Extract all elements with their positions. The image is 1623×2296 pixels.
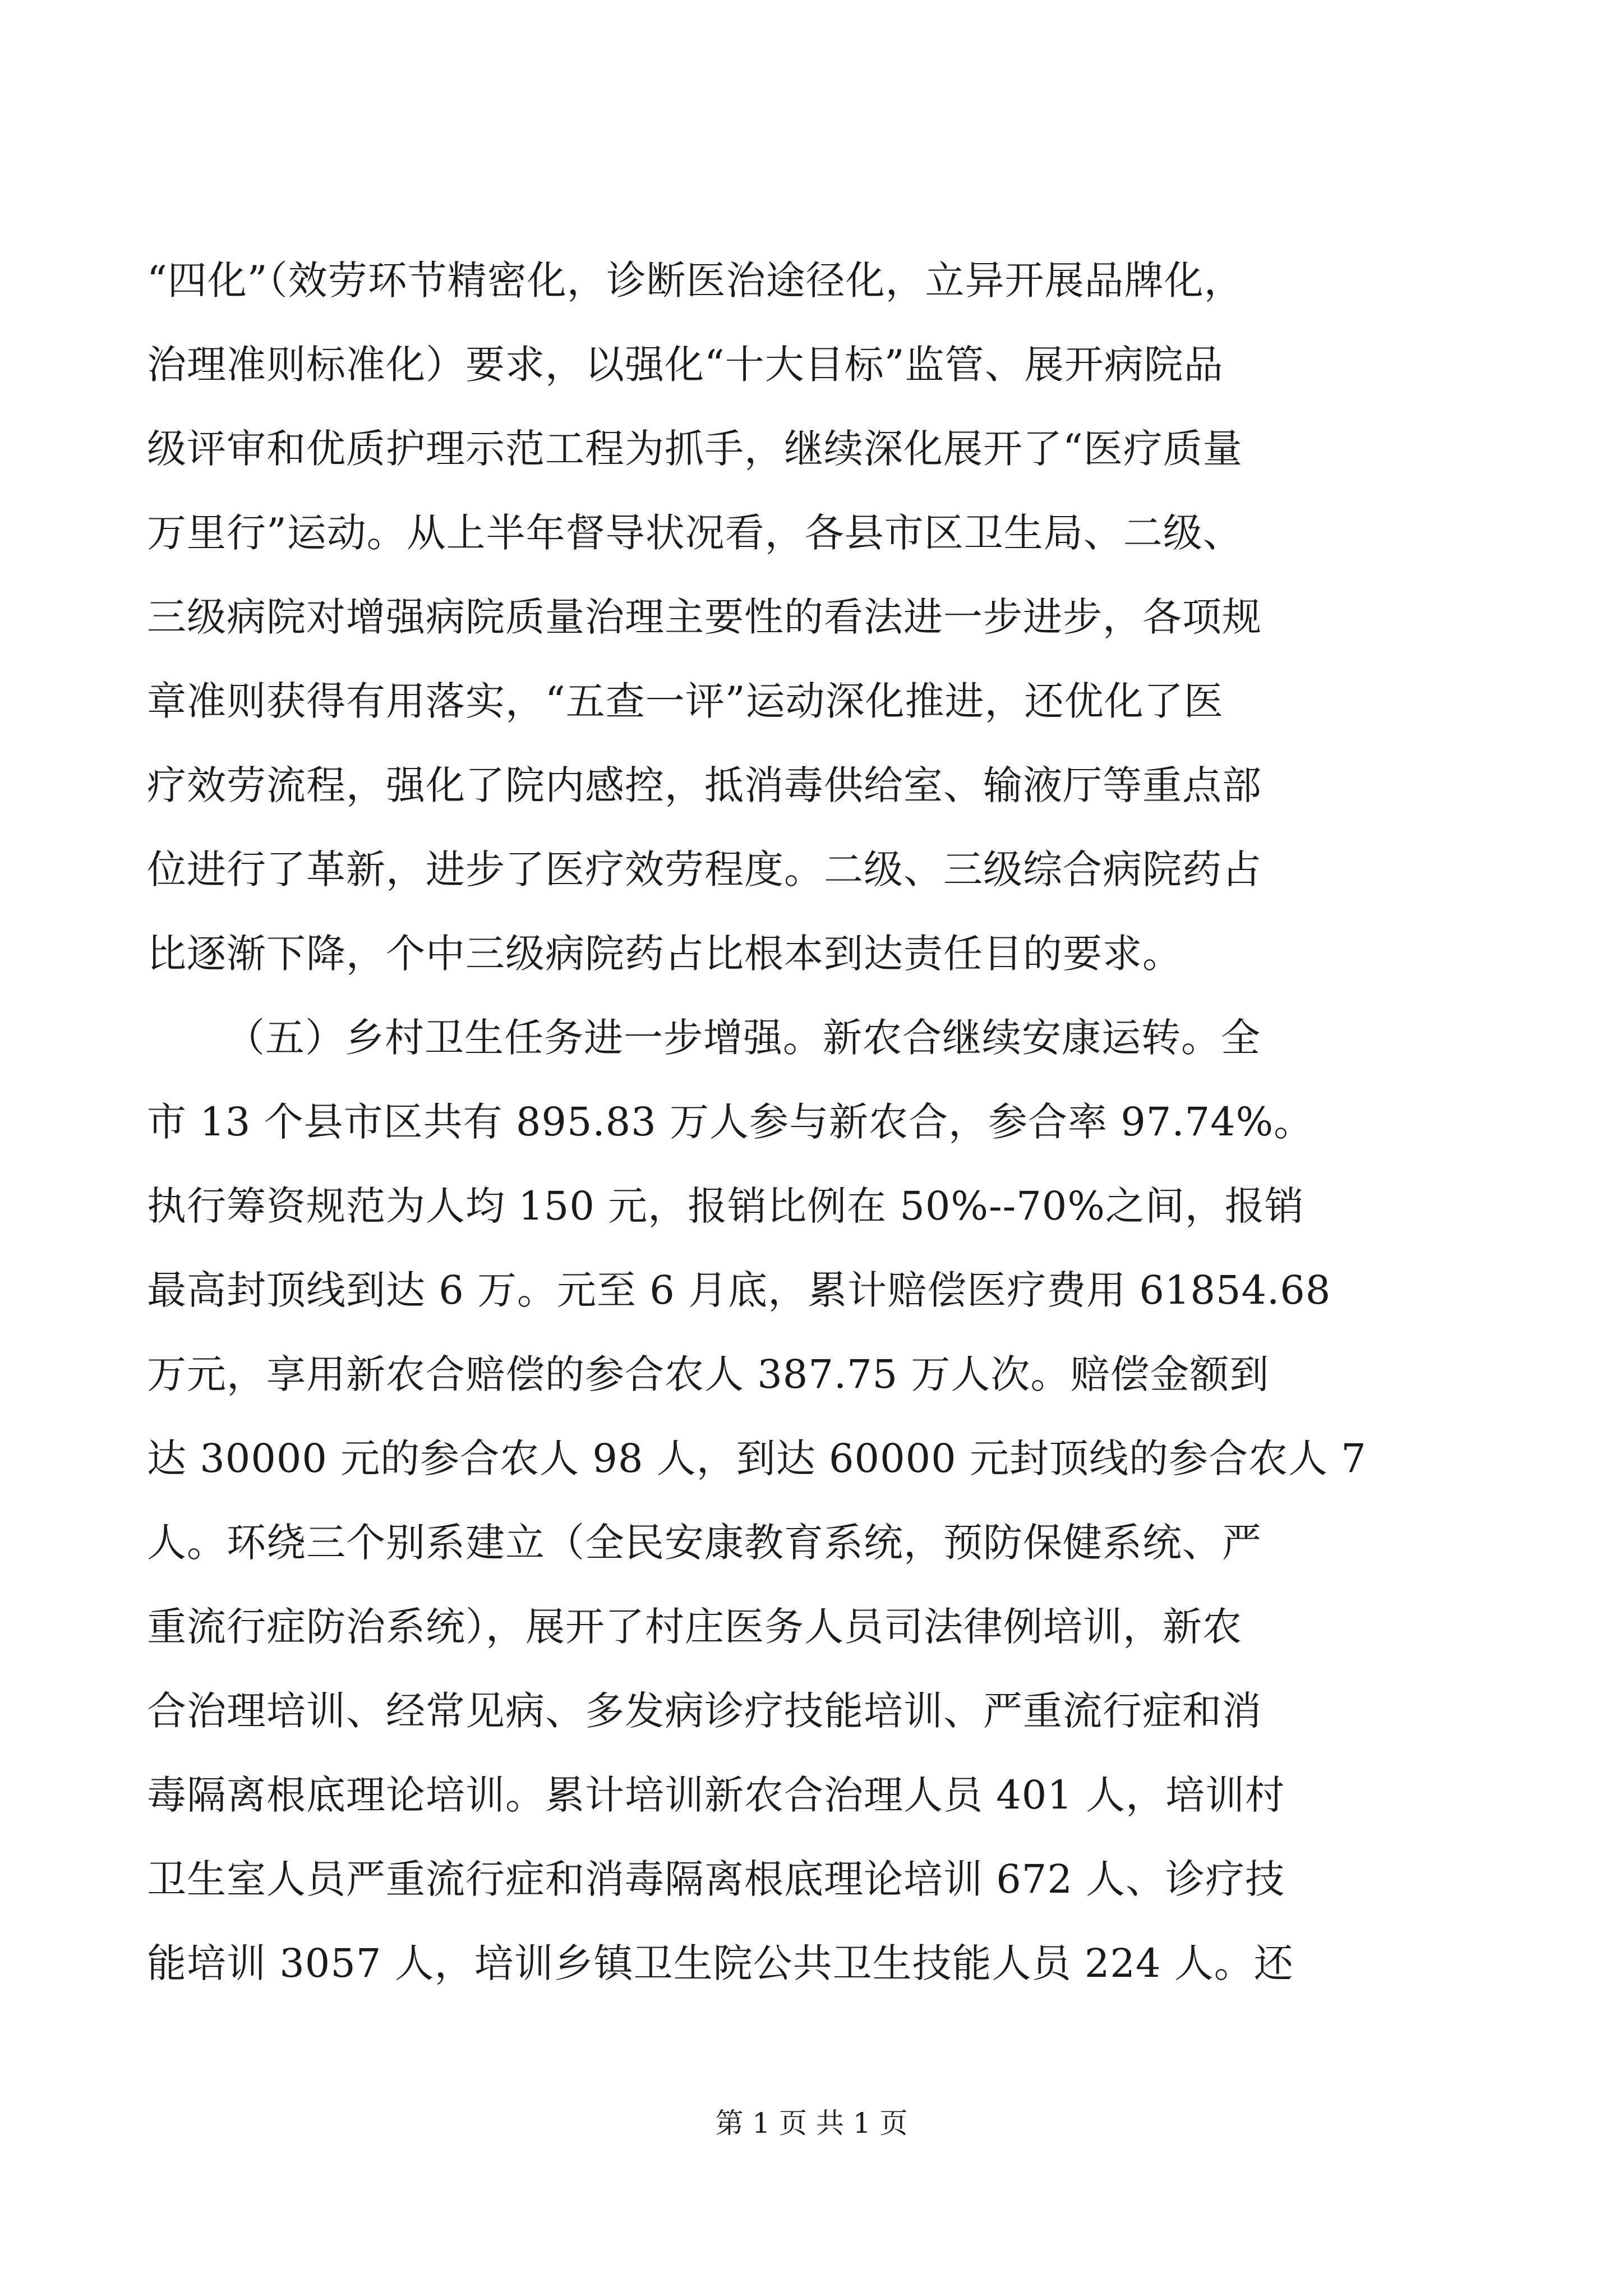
page-footer — [0, 2106, 1623, 2140]
text-line: 疗效劳流程，强化了院内感控，抵消毒供给室、输液厅等重点部 — [147, 762, 1262, 808]
text-line: 合治理培训、经常见病、多发病诊疗技能培训、严重流行症和消 — [147, 1688, 1262, 1734]
text-line: 最高封顶线到达 6 万。元至 6 月底，累计赔偿医疗费用 61854.68 — [147, 1267, 1331, 1313]
text-line: “四化”（效劳环节精密化，诊断医治途径化，立异开展品牌化， — [147, 257, 1244, 303]
text-line: 重流行症防治系统），展开了村庄医务人员司法律例培训，新农 — [147, 1604, 1242, 1650]
text-line: 治理准则标准化）要求，以强化“十大目标”监管、展开病院品 — [147, 342, 1224, 388]
text-line: 毒隔离根底理论培训。累计培训新农合治理人员 401 人，培训村 — [147, 1772, 1285, 1818]
text-line: 人。环绕三个别系建立（全民安康教育系统，预防保健系统、严 — [147, 1520, 1262, 1566]
text-line: 市 13 个县市区共有 895.83 万人参与新农合，参合率 97.74%。 — [147, 1099, 1314, 1145]
text-line: （五）乡村卫生任务进一步增强。新农合继续安康运转。全 — [225, 1015, 1261, 1061]
text-line: 万元，享用新农合赔偿的参合农人 387.75 万人次。赔偿金额到 — [147, 1351, 1270, 1397]
text-line: 比逐渐下降，个中三级病院药占比根本到达责任目的要求。 — [147, 931, 1182, 977]
text-line: 章准则获得有用落实，“五查一评”运动深化推进，还优化了医 — [147, 678, 1224, 724]
text-line: 卫生室人员严重流行症和消毒隔离根底理论培训 672 人、诊疗技 — [147, 1856, 1285, 1902]
text-line: 三级病院对增强病院质量治理主要性的看法进一步进步，各项规 — [147, 594, 1262, 640]
text-line: 执行筹资规范为人均 150 元，报销比例在 50%--70%之间，报销 — [147, 1183, 1304, 1229]
page-number-label: 第 1 页 共 1 页 — [715, 2107, 908, 2139]
text-line: 万里行”运动。从上半年督导状况看，各县市区卫生局、二级、 — [147, 510, 1243, 556]
text-line: 级评审和优质护理示范工程为抓手，继续深化展开了“医疗质量 — [147, 426, 1243, 472]
text-line: 达 30000 元的参合农人 98 人，到达 60000 元封顶线的参合农人 7 — [147, 1435, 1367, 1481]
text-line: 位进行了革新，进步了医疗效劳程度。二级、三级综合病院药占 — [147, 846, 1262, 892]
text-line: 能培训 3057 人，培训乡镇卫生院公共卫生技能人员 224 人。还 — [147, 1940, 1294, 1986]
